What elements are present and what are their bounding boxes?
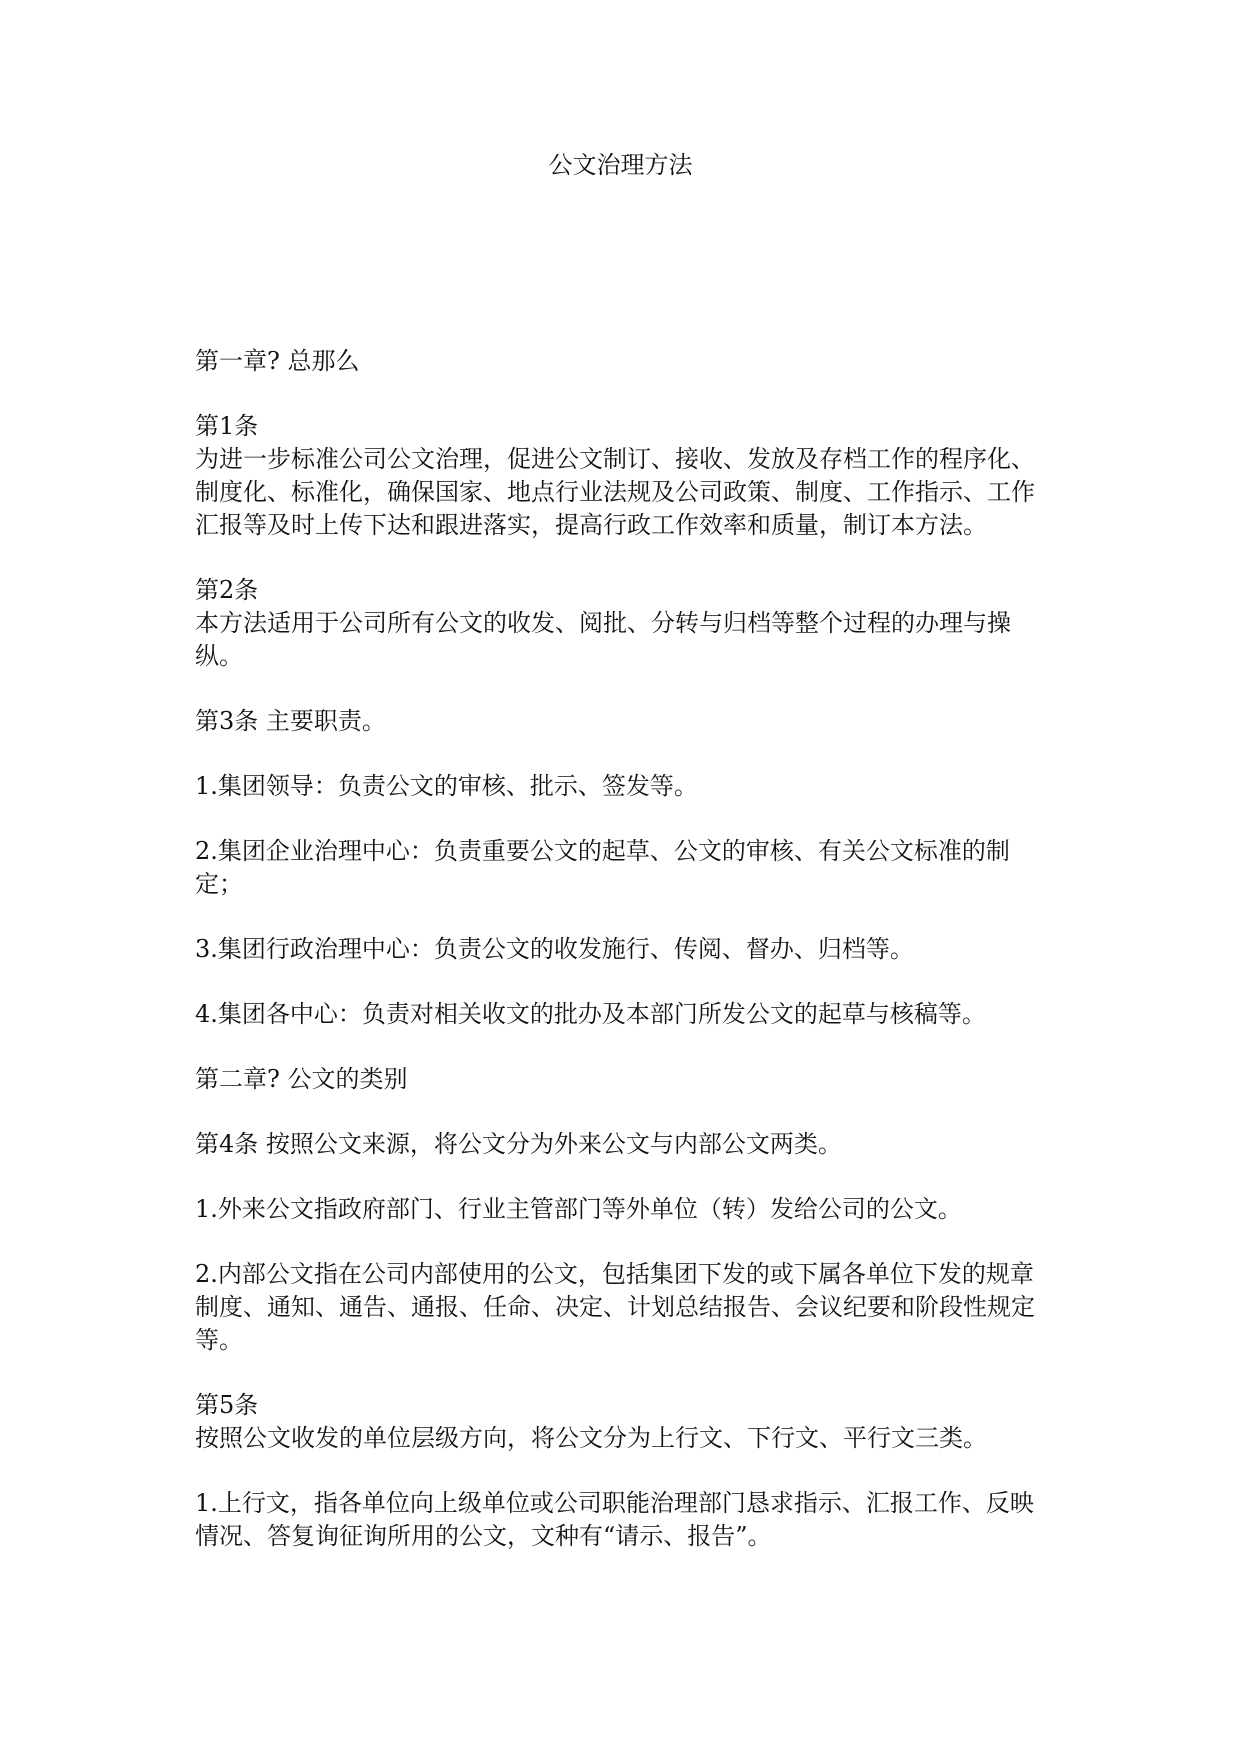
chapter-heading: 第一章? 总那么 bbox=[195, 347, 360, 375]
document-title: 公文治理方法 bbox=[548, 151, 693, 179]
paragraph: 2.集团企业治理中心：负责重要公文的起草、公文的审核、有关公文标准的制定； bbox=[195, 837, 1010, 898]
chapter-heading: 第二章? 公文的类别 bbox=[195, 1065, 408, 1093]
article-label: 第1条 bbox=[195, 412, 259, 440]
document-body bbox=[195, 345, 1045, 1553]
paragraph: 1.上行文，指各单位向上级单位或公司职能治理部门恳求指示、汇报工作、反映情况、答复询征询所用的公文，文种有“请示、报告”。 bbox=[195, 1489, 1034, 1550]
article-text: 本方法适用于公司所有公文的收发、阅批、分转与归档等整个过程的办理与操纵。 bbox=[195, 609, 1011, 670]
paragraph: 4.集团各中心：负责对相关收文的批办及本部门所发公文的起草与核稿等。 bbox=[195, 1000, 986, 1028]
article-text: 为进一步标准公司公文治理，促进公文制订、接收、发放及存档工作的程序化、制度化、标准化，确保国家、地点行业法规及公司政策、制度、工作指示、工作汇报等及时上传下达和跟进落实，提高行政工作效率和质量，制订本方法。 bbox=[195, 445, 1035, 539]
article-label: 第2条 bbox=[195, 576, 259, 604]
article-text: 按照公文收发的单位层级方向，将公文分为上行文、下行文、平行文三类。 bbox=[195, 1424, 987, 1452]
paragraph: 第3条 主要职责。 bbox=[195, 707, 386, 735]
paragraph: 2.内部公文指在公司内部使用的公文，包括集团下发的或下属各单位下发的规章制度、通知、通告、通报、任命、决定、计划总结报告、会议纪要和阶段性规定等。 bbox=[195, 1260, 1035, 1354]
paragraph: 第4条 按照公文来源，将公文分为外来公文与内部公文两类。 bbox=[195, 1130, 842, 1158]
article-label: 第5条 bbox=[195, 1391, 259, 1419]
paragraph: 1.外来公文指政府部门、行业主管部门等外单位（转）发给公司的公文。 bbox=[195, 1195, 962, 1223]
paragraph: 3.集团行政治理中心：负责公文的收发施行、传阅、督办、归档等。 bbox=[195, 935, 914, 963]
paragraph: 1.集团领导：负责公文的审核、批示、签发等。 bbox=[195, 772, 698, 800]
